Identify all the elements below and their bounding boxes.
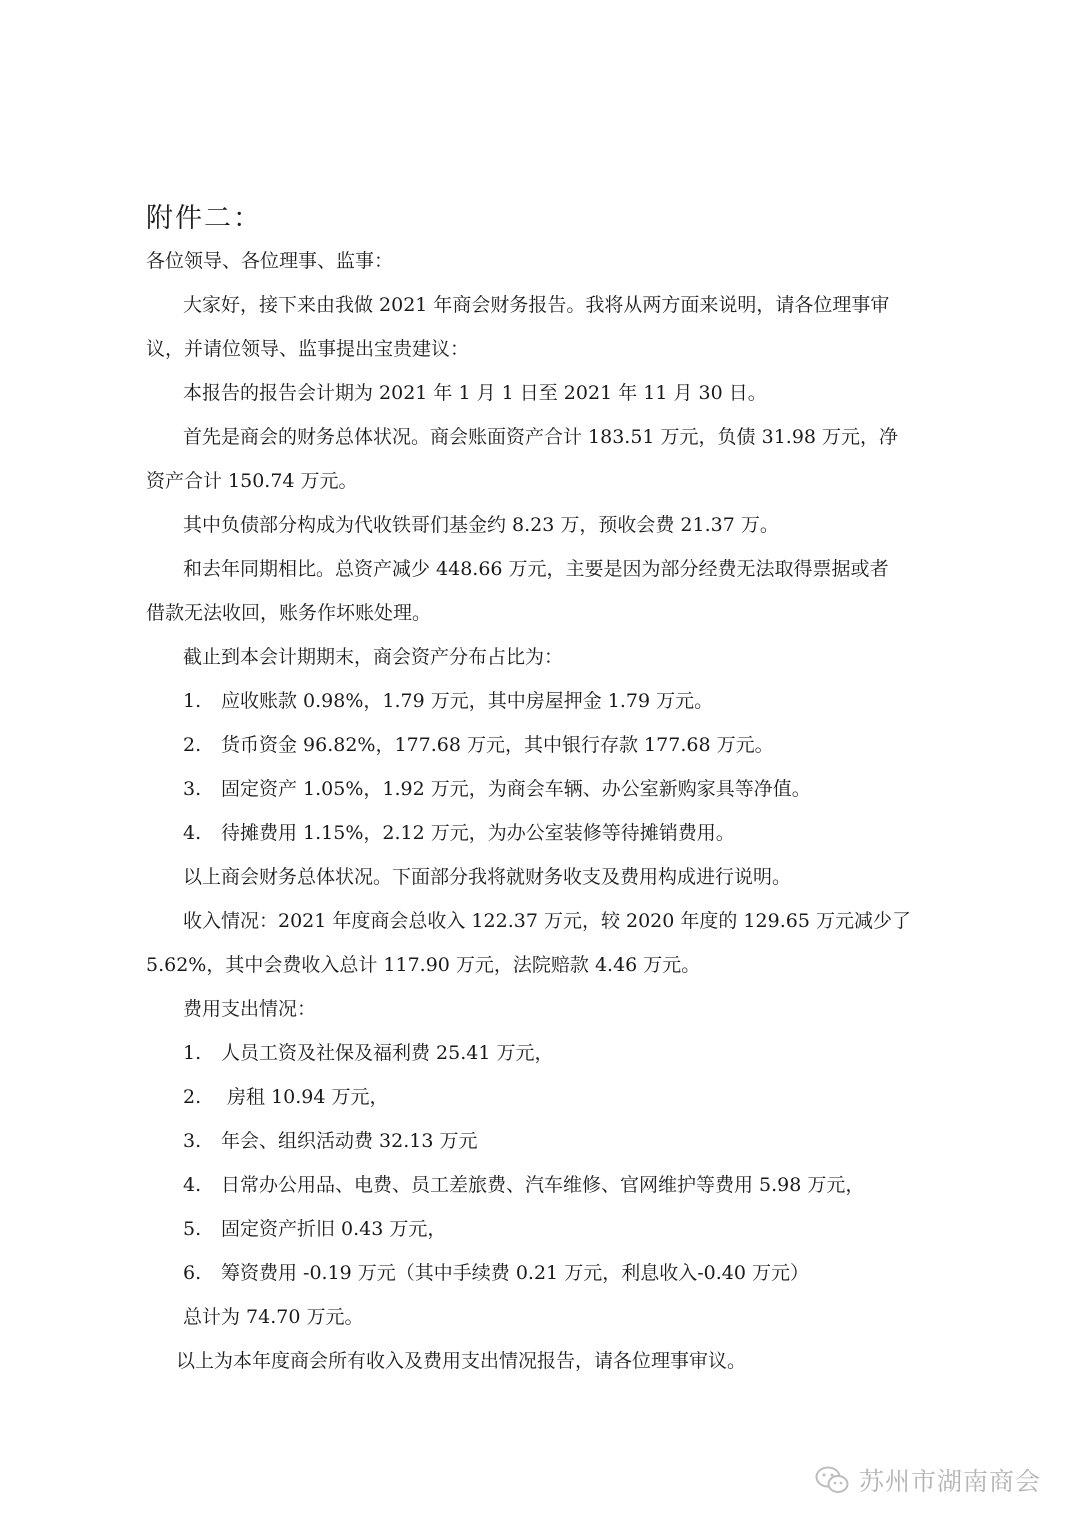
liability-composition: 其中负债部分构成为代收铁哥们基金约 8.23 万，预收会费 21.37 万。	[183, 514, 779, 536]
list-number: 2.	[183, 734, 202, 756]
list-number: 3.	[183, 778, 202, 800]
watermark	[815, 1460, 1041, 1500]
income-line-2: 5.62%，其中会费收入总计 117.90 万元，法院赔款 4.46 万元。	[146, 954, 701, 976]
list-text: 房租 10.94 万元，	[221, 1086, 389, 1108]
expense-item	[183, 1088, 389, 1107]
expense-item	[183, 1132, 477, 1151]
list-text: 待摊费用 1.15%，2.12 万元，为办公室装修等待摊销费用。	[221, 822, 735, 844]
year-compare-line-2: 借款无法收回，账务作坏账处理。	[146, 602, 432, 624]
list-number: 4.	[183, 1174, 202, 1196]
asset-item	[183, 780, 811, 799]
list-number: 5.	[183, 1218, 202, 1240]
wechat-icon	[815, 1466, 849, 1494]
expense-item	[183, 1220, 446, 1239]
list-text: 货币资金 96.82%，177.68 万元，其中银行存款 177.68 万元。	[221, 734, 774, 756]
expense-item	[183, 1264, 809, 1283]
list-number: 4.	[183, 822, 202, 844]
list-text: 应收账款 0.98%，1.79 万元，其中房屋押金 1.79 万元。	[221, 690, 714, 712]
report-period: 本报告的报告会计期为 2021 年 1 月 1 日至 2021 年 11 月 30 日。	[183, 382, 767, 404]
watermark-text: 苏州市湖南商会	[859, 1467, 1042, 1496]
list-number: 2.	[183, 1086, 202, 1108]
list-text: 年会、组织活动费 32.13 万元	[221, 1130, 478, 1152]
overall-status-line-2: 资产合计 150.74 万元。	[146, 470, 358, 492]
asset-item	[183, 736, 774, 755]
income-line-1: 收入情况：2021 年度商会总收入 122.37 万元，较 2020 年度的 129.65 万元减少了	[183, 910, 911, 932]
list-text: 人员工资及社保及福利费 25.41 万元，	[221, 1042, 554, 1064]
list-number: 1.	[183, 1042, 202, 1064]
list-number: 6.	[183, 1262, 202, 1284]
expense-item	[183, 1176, 864, 1195]
expense-intro: 费用支出情况：	[183, 998, 317, 1020]
year-compare-line-1: 和去年同期相比。总资产减少 448.66 万元，主要是因为部分经费无法取得票据或者	[183, 558, 889, 580]
salutation: 各位领导、各位理事、监事：	[146, 250, 394, 272]
list-text: 日常办公用品、电费、员工差旅费、汽车维修、官网维护等费用 5.98 万元，	[221, 1174, 865, 1196]
intro-line-1: 大家好，接下来由我做 2021 年商会财务报告。我将从两方面来说明，请各位理事审	[183, 294, 890, 316]
asset-item	[183, 824, 735, 843]
list-text: 固定资产 1.05%，1.92 万元，为商会车辆、办公室新购家具等净值。	[221, 778, 811, 800]
asset-item	[183, 692, 713, 711]
closing-paragraph: 以上为本年度商会所有收入及费用支出情况报告，请各位理事审议。	[176, 1350, 747, 1372]
transition-paragraph: 以上商会财务总体状况。下面部分我将就财务收支及费用构成进行说明。	[183, 866, 792, 888]
intro-line-2: 议，并请位领导、监事提出宝贵建议：	[146, 338, 470, 360]
expense-item	[183, 1044, 553, 1063]
list-text: 筹资费用 -0.19 万元（其中手续费 0.21 万元，利息收入-0.40 万元）	[221, 1262, 809, 1284]
asset-distribution-intro: 截止到本会计期期末，商会资产分布占比为：	[183, 646, 564, 668]
list-number: 3.	[183, 1130, 202, 1152]
list-number: 1.	[183, 690, 202, 712]
expense-total: 总计为 74.70 万元。	[183, 1306, 364, 1328]
list-text: 固定资产折旧 0.43 万元，	[221, 1218, 447, 1240]
attachment-heading: 附件二：	[146, 203, 262, 234]
overall-status-line-1: 首先是商会的财务总体状况。商会账面资产合计 183.51 万元，负债 31.98 万元，净	[183, 426, 899, 448]
